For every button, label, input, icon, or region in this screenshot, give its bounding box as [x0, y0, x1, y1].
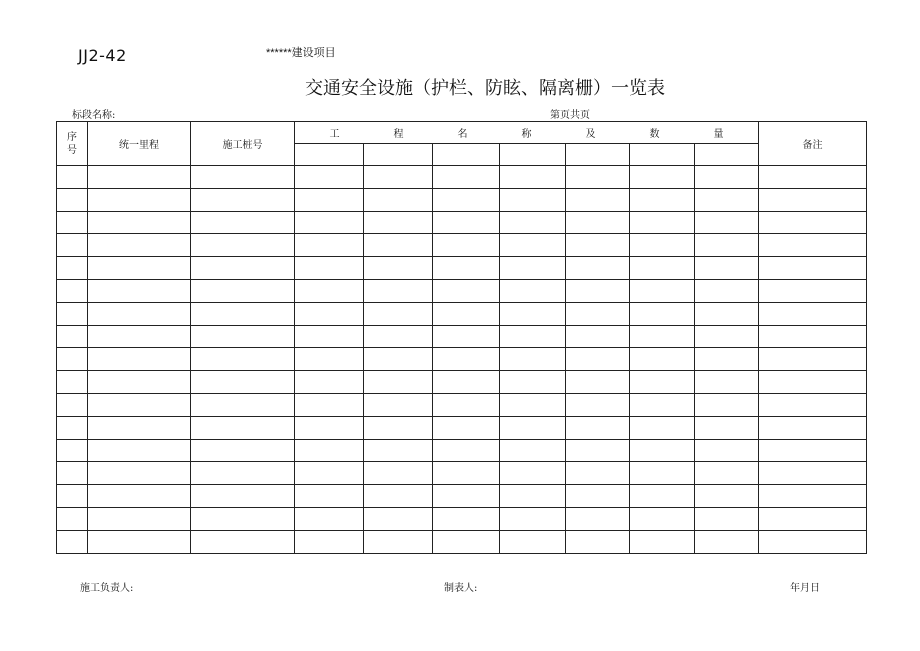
table-cell[interactable] — [566, 439, 630, 462]
table-cell[interactable] — [695, 234, 759, 257]
table-row — [57, 393, 867, 416]
table-cell[interactable] — [759, 279, 867, 302]
section-name-label: 标段名称: — [72, 110, 116, 121]
col-header-quantities — [295, 122, 759, 144]
table-cell[interactable] — [295, 257, 364, 280]
table-cell[interactable] — [630, 416, 695, 439]
table-row — [57, 439, 867, 462]
table-cell[interactable] — [695, 393, 759, 416]
table-cell[interactable] — [630, 302, 695, 325]
construction-lead-label: 施工负责人: — [80, 583, 134, 594]
table-cell[interactable] — [433, 188, 500, 211]
quantities-char: 称 — [521, 129, 532, 140]
table-cell[interactable] — [191, 462, 295, 485]
table-row — [57, 302, 867, 325]
table-cell[interactable] — [630, 485, 695, 508]
date-label: 年月日 — [790, 583, 820, 594]
document-code: JJ2-42 — [78, 46, 127, 65]
table-cell[interactable] — [500, 371, 566, 394]
table-cell[interactable] — [88, 393, 191, 416]
col-header-seq-line2: 号 — [67, 144, 77, 156]
col-header-mileage: 统一里程 — [88, 122, 191, 166]
table-cell[interactable] — [759, 325, 867, 348]
table-cell[interactable] — [630, 188, 695, 211]
table-cell[interactable] — [759, 462, 867, 485]
table-cell[interactable] — [566, 325, 630, 348]
table-cell[interactable] — [295, 416, 364, 439]
facilities-table — [56, 121, 867, 554]
table-row — [57, 279, 867, 302]
table-cell[interactable] — [695, 211, 759, 234]
table-cell[interactable] — [433, 302, 500, 325]
table-cell[interactable] — [57, 166, 88, 189]
table-cell[interactable] — [88, 485, 191, 508]
table-cell[interactable] — [695, 507, 759, 530]
table-cell[interactable] — [191, 530, 295, 553]
table-cell[interactable] — [630, 325, 695, 348]
table-cell[interactable] — [88, 462, 191, 485]
quantity-subheader — [500, 144, 566, 166]
quantity-subheader — [695, 144, 759, 166]
table-cell[interactable] — [191, 485, 295, 508]
table-cell[interactable] — [433, 439, 500, 462]
table-cell[interactable] — [57, 325, 88, 348]
table-row — [57, 166, 867, 189]
table-cell[interactable] — [630, 462, 695, 485]
table-cell[interactable] — [695, 257, 759, 280]
table-cell[interactable] — [364, 302, 433, 325]
table-cell[interactable] — [759, 166, 867, 189]
table-cell[interactable] — [295, 188, 364, 211]
table-cell[interactable] — [191, 416, 295, 439]
table-cell[interactable] — [191, 325, 295, 348]
table-cell[interactable] — [295, 462, 364, 485]
quantities-char: 数 — [649, 129, 660, 140]
table-cell[interactable] — [630, 393, 695, 416]
table-cell[interactable] — [295, 439, 364, 462]
table-cell[interactable] — [500, 485, 566, 508]
table-row — [57, 211, 867, 234]
project-name: ******建设项目 — [266, 47, 336, 59]
table-cell[interactable] — [566, 348, 630, 371]
table-cell[interactable] — [500, 348, 566, 371]
table-cell[interactable] — [88, 211, 191, 234]
table-cell[interactable] — [566, 188, 630, 211]
table-cell[interactable] — [759, 507, 867, 530]
col-header-seq — [57, 122, 88, 166]
table-cell[interactable] — [88, 348, 191, 371]
table-cell[interactable] — [364, 462, 433, 485]
table-cell[interactable] — [88, 530, 191, 553]
table-cell[interactable] — [57, 302, 88, 325]
table-cell[interactable] — [364, 416, 433, 439]
table-cell[interactable] — [759, 348, 867, 371]
table-cell[interactable] — [57, 188, 88, 211]
table-cell[interactable] — [500, 257, 566, 280]
table-cell[interactable] — [566, 279, 630, 302]
table-cell[interactable] — [500, 302, 566, 325]
table-cell[interactable] — [500, 211, 566, 234]
table-cell[interactable] — [433, 462, 500, 485]
table-cell[interactable] — [433, 393, 500, 416]
table-cell[interactable] — [364, 439, 433, 462]
table-cell[interactable] — [57, 530, 88, 553]
table-cell[interactable] — [566, 530, 630, 553]
table-cell[interactable] — [500, 439, 566, 462]
table-cell[interactable] — [433, 507, 500, 530]
table-cell[interactable] — [57, 348, 88, 371]
table-cell[interactable] — [364, 530, 433, 553]
col-header-seq-line1: 序 — [67, 131, 77, 143]
table-cell[interactable] — [759, 302, 867, 325]
table-cell[interactable] — [57, 416, 88, 439]
table-cell[interactable] — [695, 416, 759, 439]
table-cell[interactable] — [759, 530, 867, 553]
table-cell[interactable] — [433, 234, 500, 257]
table-cell[interactable] — [88, 439, 191, 462]
quantity-subheader — [566, 144, 630, 166]
table-cell[interactable] — [566, 462, 630, 485]
table-cell[interactable] — [500, 166, 566, 189]
table-cell[interactable] — [433, 416, 500, 439]
table-cell[interactable] — [500, 416, 566, 439]
table-cell[interactable] — [695, 439, 759, 462]
table-cell[interactable] — [759, 211, 867, 234]
table-row — [57, 507, 867, 530]
table-cell[interactable] — [88, 507, 191, 530]
table-cell[interactable] — [695, 485, 759, 508]
table-row — [57, 188, 867, 211]
table-cell[interactable] — [191, 371, 295, 394]
table-cell[interactable] — [88, 188, 191, 211]
table-cell[interactable] — [295, 485, 364, 508]
table-cell[interactable] — [364, 279, 433, 302]
table-row — [57, 257, 867, 280]
table-cell[interactable] — [630, 257, 695, 280]
table-cell[interactable] — [57, 507, 88, 530]
table-cell[interactable] — [57, 257, 88, 280]
table-cell[interactable] — [695, 530, 759, 553]
table-cell[interactable] — [566, 393, 630, 416]
table-cell[interactable] — [191, 188, 295, 211]
table-cell[interactable] — [295, 371, 364, 394]
table-cell[interactable] — [759, 416, 867, 439]
table-cell[interactable] — [695, 462, 759, 485]
table-cell[interactable] — [191, 507, 295, 530]
table-row — [57, 348, 867, 371]
table-cell[interactable] — [433, 257, 500, 280]
table-cell[interactable] — [500, 325, 566, 348]
table-cell[interactable] — [364, 485, 433, 508]
table-cell[interactable] — [88, 416, 191, 439]
table-cell[interactable] — [364, 371, 433, 394]
table-cell[interactable] — [191, 234, 295, 257]
col-header-remarks: 备注 — [759, 122, 867, 166]
table-cell[interactable] — [364, 507, 433, 530]
table-cell[interactable] — [295, 325, 364, 348]
table-cell[interactable] — [433, 279, 500, 302]
table-cell[interactable] — [191, 279, 295, 302]
table-cell[interactable] — [630, 211, 695, 234]
table-cell[interactable] — [191, 348, 295, 371]
quantity-subheader — [364, 144, 433, 166]
table-cell[interactable] — [433, 166, 500, 189]
table-cell[interactable] — [57, 393, 88, 416]
table-cell[interactable] — [191, 166, 295, 189]
table-cell[interactable] — [695, 325, 759, 348]
table-cell[interactable] — [295, 211, 364, 234]
table-cell[interactable] — [500, 393, 566, 416]
table-cell[interactable] — [759, 485, 867, 508]
table-cell[interactable] — [759, 188, 867, 211]
table-cell[interactable] — [695, 371, 759, 394]
table-row — [57, 234, 867, 257]
table-cell[interactable] — [759, 371, 867, 394]
table-cell[interactable] — [566, 371, 630, 394]
table-cell[interactable] — [433, 530, 500, 553]
table-cell[interactable] — [566, 416, 630, 439]
table-cell[interactable] — [57, 462, 88, 485]
table-cell[interactable] — [630, 530, 695, 553]
table-cell[interactable] — [88, 279, 191, 302]
table-cell[interactable] — [295, 530, 364, 553]
table-cell[interactable] — [88, 234, 191, 257]
page-title: 交通安全设施（护栏、防眩、隔离栅）一览表 — [305, 78, 665, 99]
table-cell[interactable] — [695, 348, 759, 371]
table-cell[interactable] — [57, 371, 88, 394]
table-cell[interactable] — [500, 507, 566, 530]
table-cell[interactable] — [364, 234, 433, 257]
table-cell[interactable] — [364, 188, 433, 211]
page-count-label: 第页共页 — [550, 110, 590, 121]
table-cell[interactable] — [295, 393, 364, 416]
table-cell[interactable] — [88, 166, 191, 189]
table-cell[interactable] — [566, 507, 630, 530]
quantity-subheader — [433, 144, 500, 166]
table-cell[interactable] — [57, 279, 88, 302]
table-cell[interactable] — [295, 302, 364, 325]
table-cell[interactable] — [191, 302, 295, 325]
table-cell[interactable] — [295, 234, 364, 257]
table-cell[interactable] — [433, 348, 500, 371]
quantities-char: 程 — [393, 129, 404, 140]
table-cell[interactable] — [695, 188, 759, 211]
table-cell[interactable] — [630, 371, 695, 394]
table-row — [57, 485, 867, 508]
quantities-char: 工 — [329, 129, 340, 140]
table-cell[interactable] — [295, 507, 364, 530]
table-cell[interactable] — [630, 279, 695, 302]
table-cell[interactable] — [566, 211, 630, 234]
table-row — [57, 416, 867, 439]
table-cell[interactable] — [295, 166, 364, 189]
table-cell[interactable] — [191, 211, 295, 234]
table-cell[interactable] — [566, 302, 630, 325]
table-cell[interactable] — [433, 325, 500, 348]
table-cell[interactable] — [364, 257, 433, 280]
quantities-char: 量 — [713, 129, 724, 140]
table-cell[interactable] — [630, 234, 695, 257]
table-cell[interactable] — [695, 279, 759, 302]
table-cell[interactable] — [295, 348, 364, 371]
table-cell[interactable] — [191, 257, 295, 280]
table-cell[interactable] — [364, 211, 433, 234]
table-cell[interactable] — [57, 211, 88, 234]
table-cell[interactable] — [88, 257, 191, 280]
table-cell[interactable] — [695, 302, 759, 325]
table-cell[interactable] — [88, 325, 191, 348]
table-cell[interactable] — [500, 234, 566, 257]
table-cell[interactable] — [57, 234, 88, 257]
table-cell[interactable] — [57, 485, 88, 508]
table-cell[interactable] — [500, 188, 566, 211]
table-row — [57, 462, 867, 485]
table-cell[interactable] — [364, 325, 433, 348]
table-cell[interactable] — [364, 348, 433, 371]
table-cell[interactable] — [630, 439, 695, 462]
table-cell[interactable] — [759, 393, 867, 416]
table-cell[interactable] — [759, 257, 867, 280]
table-cell[interactable] — [759, 439, 867, 462]
quantities-char: 及 — [585, 129, 596, 140]
table-cell[interactable] — [57, 439, 88, 462]
table-body — [57, 166, 867, 554]
table-cell[interactable] — [364, 166, 433, 189]
table-cell[interactable] — [500, 462, 566, 485]
table-cell[interactable] — [566, 234, 630, 257]
table-cell[interactable] — [88, 371, 191, 394]
table-cell[interactable] — [500, 279, 566, 302]
table-cell[interactable] — [566, 166, 630, 189]
table-cell[interactable] — [433, 371, 500, 394]
table-cell[interactable] — [433, 485, 500, 508]
table-cell[interactable] — [88, 302, 191, 325]
col-header-station: 施工桩号 — [191, 122, 295, 166]
table-cell[interactable] — [759, 234, 867, 257]
table-cell[interactable] — [630, 507, 695, 530]
table-row — [57, 371, 867, 394]
table-cell[interactable] — [695, 166, 759, 189]
table-row — [57, 325, 867, 348]
table-cell[interactable] — [566, 485, 630, 508]
table-cell[interactable] — [433, 211, 500, 234]
table-cell[interactable] — [566, 257, 630, 280]
table-cell[interactable] — [295, 279, 364, 302]
quantity-subheader — [295, 144, 364, 166]
quantities-char: 名 — [457, 129, 468, 140]
table-cell[interactable] — [191, 439, 295, 462]
prepared-by-label: 制表人: — [444, 583, 478, 594]
table-cell[interactable] — [630, 166, 695, 189]
table-cell[interactable] — [630, 348, 695, 371]
table-cell[interactable] — [191, 393, 295, 416]
quantity-subheader — [630, 144, 695, 166]
table-cell[interactable] — [364, 393, 433, 416]
table-cell[interactable] — [500, 530, 566, 553]
table-row — [57, 530, 867, 553]
